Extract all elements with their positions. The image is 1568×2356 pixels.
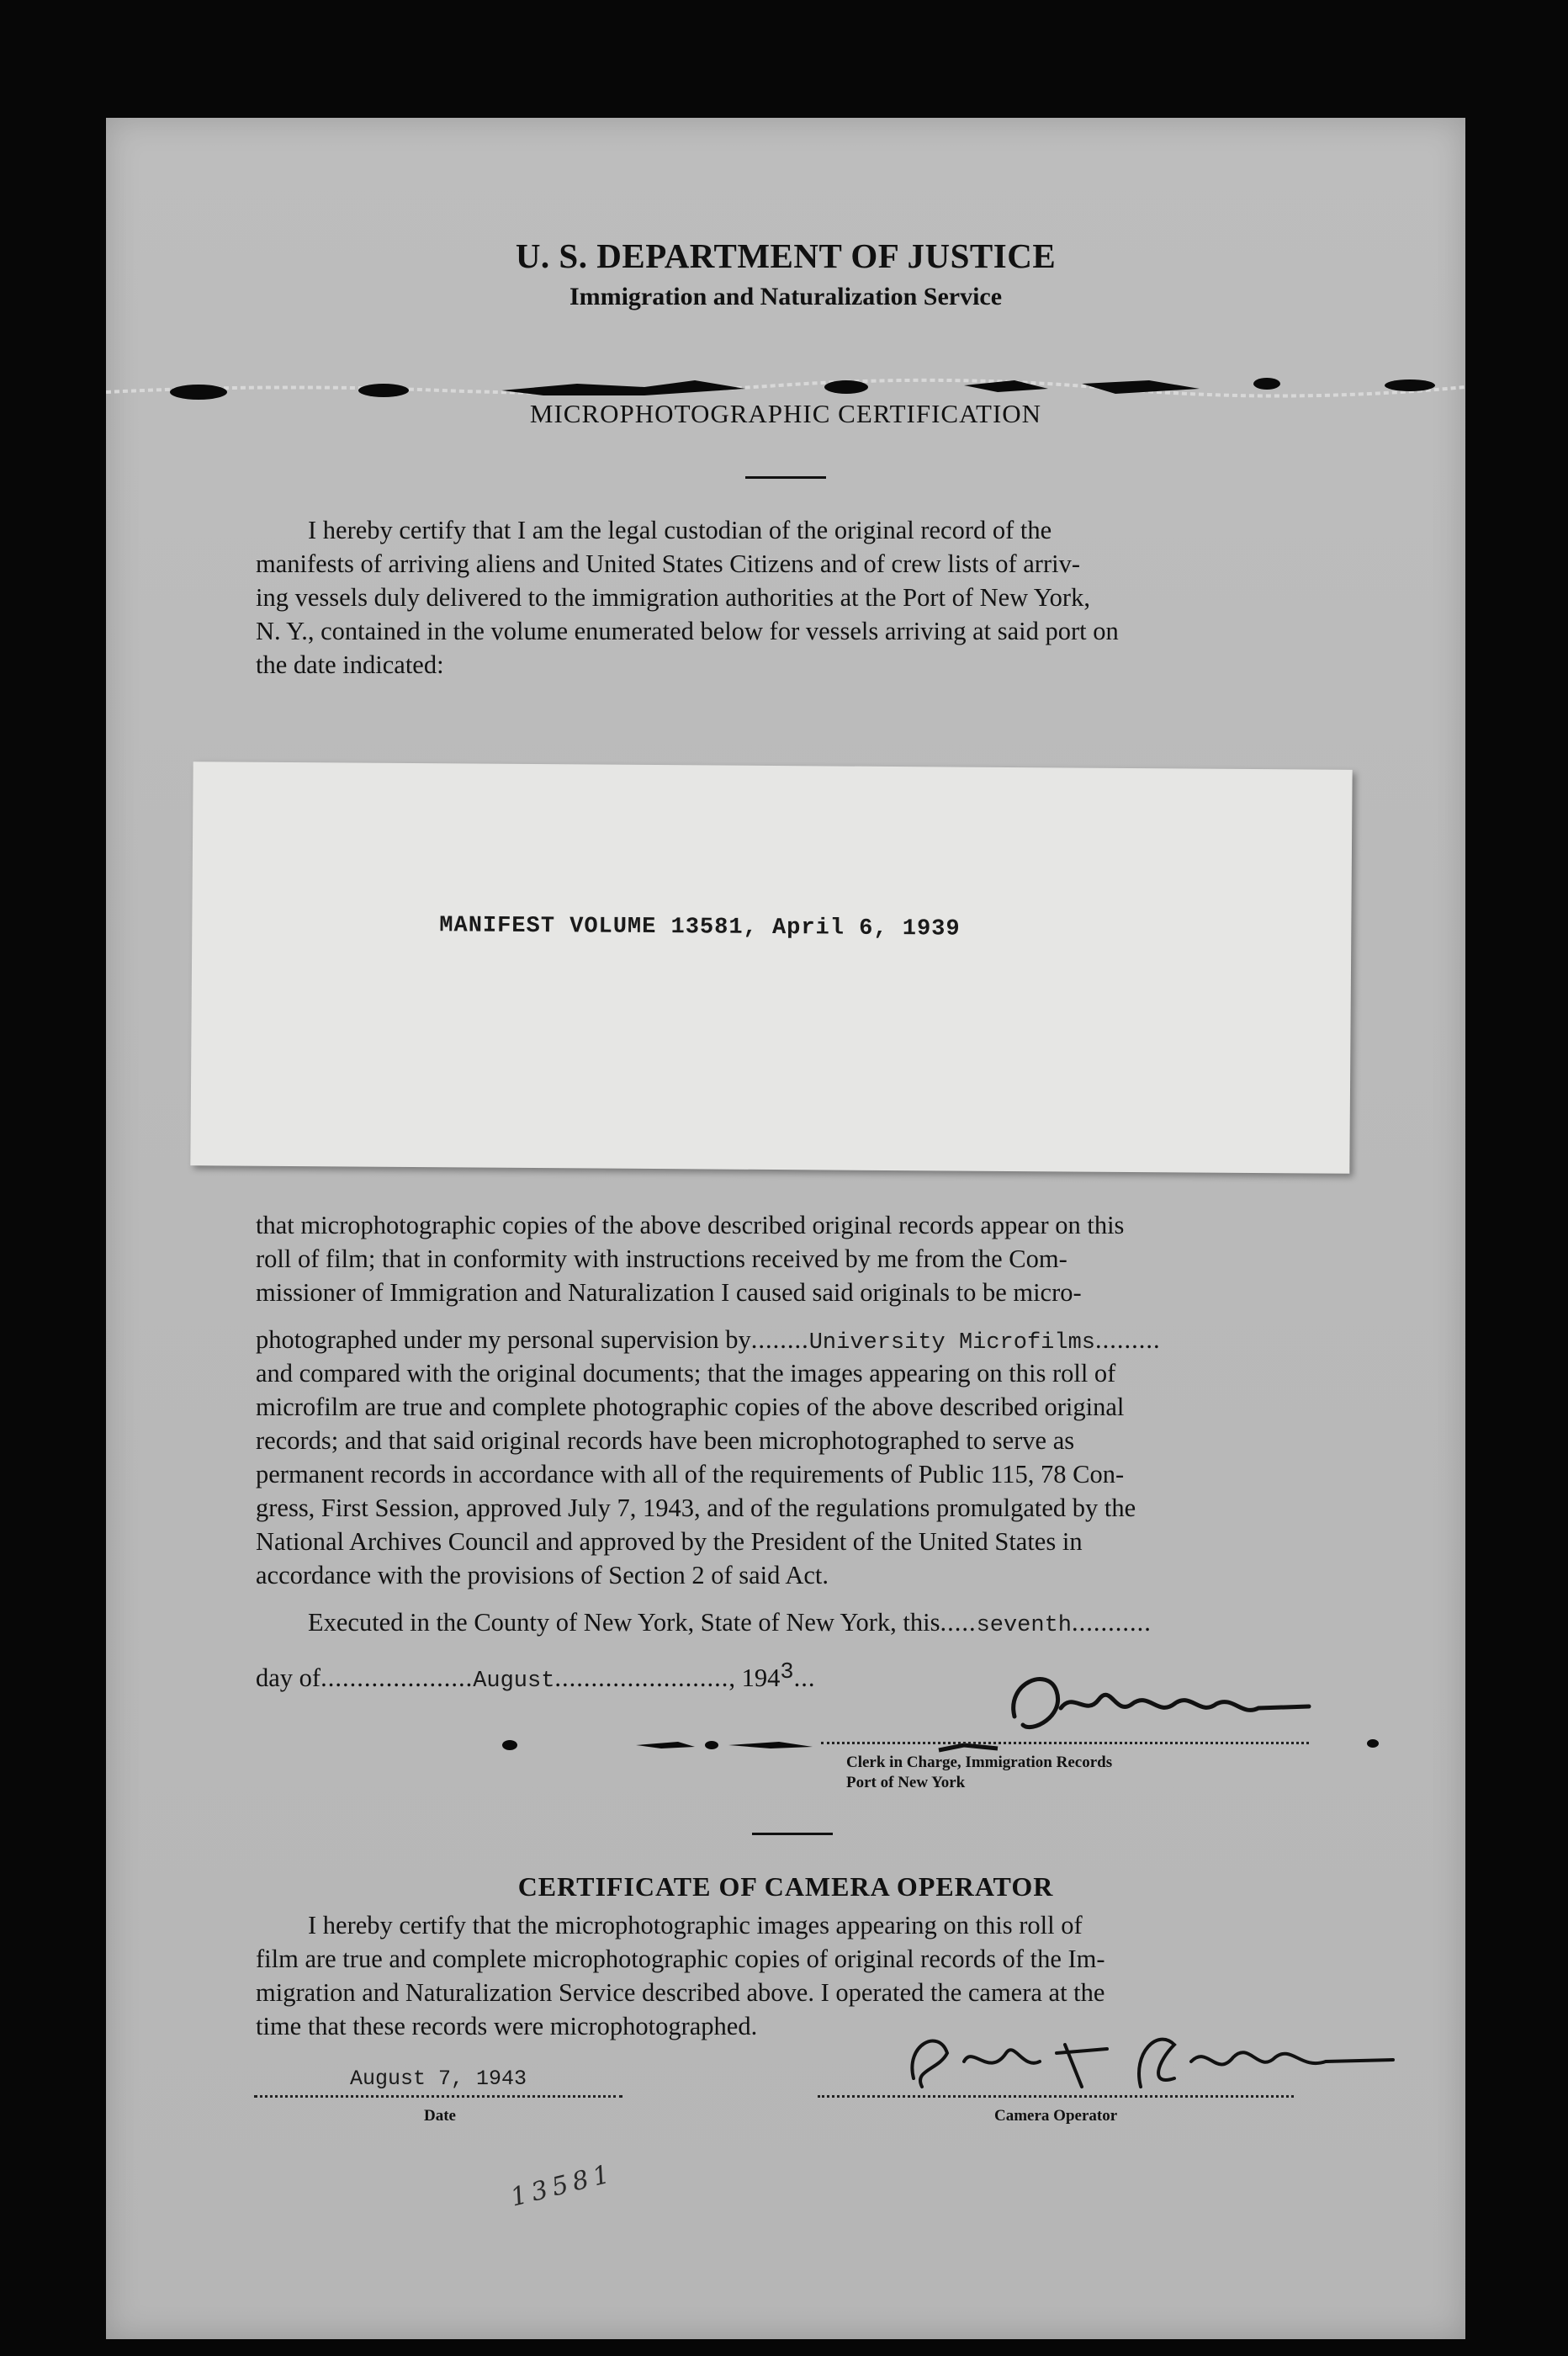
intro-line: the date indicated: [256, 650, 444, 679]
body-line: gress, First Session, approved July 7, 1943, and of the regulations promulgated by the [256, 1494, 1136, 1522]
body-line: accordance with the provisions of Section 2 of said Act. [256, 1561, 829, 1589]
body-line: that microphotographic copies of the above described original records appear on this [256, 1211, 1125, 1239]
certification-title: MICROPHOTOGRAPHIC CERTIFICATION [529, 399, 1042, 428]
year-prefix: , 194 [728, 1664, 781, 1692]
clerk-title-2: Port of New York [846, 1774, 966, 1791]
service-subheading: Immigration and Naturalization Service [569, 283, 1003, 310]
manifest-volume-label: MANIFEST VOLUME 13581, April 6, 1939 [439, 913, 961, 942]
section-divider [752, 1833, 833, 1835]
date-label: Date [424, 2107, 456, 2125]
operator-date-value: August 7, 1943 [350, 2067, 527, 2091]
manifest-label-card [190, 761, 1352, 1174]
intro-line: manifests of arriving aliens and United States Citizens and of crew lists of arriv- [256, 549, 1080, 578]
intro-line: ing vessels duly delivered to the immigration authorities at the Port of New York, [256, 583, 1090, 612]
body-line: National Archives Council and approved by the President of the United States in [256, 1527, 1083, 1556]
clerk-title-1: Clerk in Charge, Immigration Records [846, 1754, 1113, 1771]
executed-day: seventh [976, 1613, 1072, 1638]
intro-line: I hereby certify that I am the legal custodian of the original record of the [308, 516, 1052, 544]
camera-line: film are true and complete microphotographic copies of original records of the Im- [256, 1945, 1105, 1973]
executed-prefix: Executed in the County of New York, State of New York, this [308, 1608, 940, 1637]
camera-operator-title: CERTIFICATE OF CAMERA OPERATOR [517, 1871, 1054, 1902]
body-paragraph-1 [256, 1208, 1311, 1309]
day-of-label: day of [256, 1664, 321, 1692]
operator-signature-line [818, 2095, 1294, 2098]
year-digit: 3 [780, 1660, 794, 1685]
executed-line: Executed in the County of New York, State of New York, this.....seventh........... [308, 1608, 1152, 1638]
body-line: missioner of Immigration and Naturalization I caused said originals to be micro- [256, 1278, 1082, 1307]
camera-line: migration and Naturalization Service described above. I operated the camera at the [256, 1978, 1105, 2007]
body-paragraph-2 [256, 1356, 1311, 1592]
body-line: and compared with the original documents; that the images appearing on this roll of [256, 1359, 1116, 1388]
supervision-value: University Microfilms [808, 1330, 1095, 1356]
intro-paragraph [256, 513, 1311, 682]
certificate-page [106, 118, 1465, 2339]
body-line: records; and that said original records have been microphotographed to serve as [256, 1426, 1075, 1455]
handwritten-volume-note: 13581 [507, 2158, 617, 2213]
date-line: day of.....................August........................, 1943... [256, 1660, 816, 1694]
body-line: roll of film; that in conformity with instructions received by me from the Com- [256, 1244, 1067, 1273]
month-value: August [473, 1669, 555, 1694]
date-signature-line [254, 2095, 622, 2098]
body-line: permanent records in accordance with all of the requirements of Public 115, 78 Con- [256, 1460, 1125, 1488]
title-divider [745, 476, 826, 479]
binding-hole-artifacts [106, 1733, 1465, 1759]
camera-operator-signature [888, 2011, 1410, 2104]
camera-line: I hereby certify that the microphotographic images appearing on this roll of [308, 1911, 1083, 1939]
intro-line: N. Y., contained in the volume enumerated below for vessels arriving at said port on [256, 617, 1119, 645]
camera-operator-label: Camera Operator [994, 2107, 1118, 2125]
supervision-prefix: photographed under my personal supervision by [256, 1325, 751, 1354]
department-heading: U. S. DEPARTMENT OF JUSTICE [515, 236, 1057, 275]
camera-line: time that these records were microphotographed. [256, 2012, 758, 2040]
supervision-line: photographed under my personal supervision by........University Microfilms......... [256, 1325, 1161, 1356]
body-line: microfilm are true and complete photographic copies of the above described original [256, 1393, 1125, 1421]
